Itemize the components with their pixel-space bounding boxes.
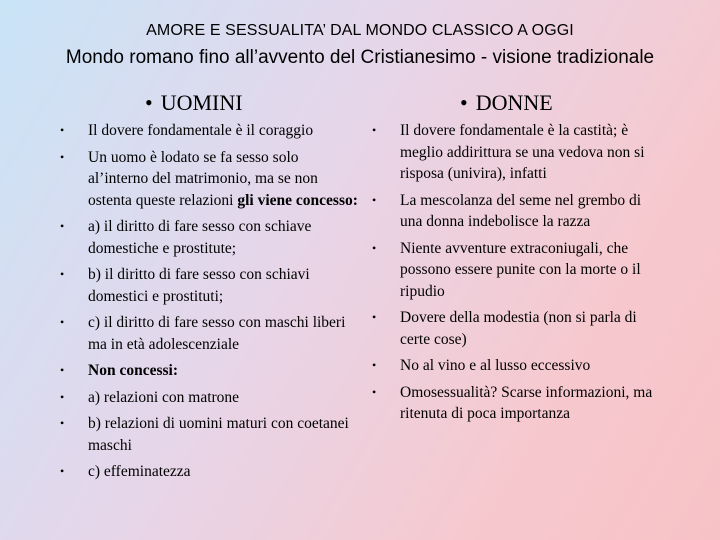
bullet-icon: • [60, 416, 65, 430]
bullet-icon: • [60, 315, 65, 329]
list-item [60, 264, 358, 307]
bullet-icon: • [460, 90, 468, 115]
bullet-icon: • [60, 219, 65, 233]
list-donne [372, 120, 665, 430]
list-uomini [60, 120, 358, 488]
list-item [372, 307, 665, 350]
item-text: No al vino e al lusso eccessivo [400, 357, 591, 374]
list-item [60, 147, 358, 212]
item-text: b) relazioni di uomini maturi con coetanei maschi [88, 415, 349, 454]
bullet-icon: • [60, 464, 65, 478]
list-item [372, 190, 665, 233]
list-item [60, 360, 358, 382]
bullet-icon: • [60, 363, 65, 377]
item-bold-text: gli viene concesso: [237, 191, 358, 209]
bullet-icon: • [60, 123, 65, 137]
list-item [372, 120, 665, 185]
item-text: Un uomo è lodato se fa sesso solo al’interno del matrimonio, ma se non ostenta queste relazioni [88, 148, 318, 209]
bullet-icon: • [60, 267, 65, 281]
item-text: Il dovere fondamentale è la castità; è meglio addirittura se una vedova non si risposa (univira), infatti [400, 122, 645, 182]
item-text: a) il diritto di fare sesso con schiave domestiche e prostitute; [88, 218, 312, 257]
bullet-icon: • [372, 310, 377, 324]
slide-subtitle: Mondo romano fino all’avvento del Cristianesimo - visione tradizionale [65, 47, 655, 68]
list-item [372, 382, 665, 425]
list-item [60, 120, 358, 142]
item-text: Niente avventure extraconiugali, che possono essere punite con la morte o il ripudio [400, 239, 641, 300]
item-text: Dovere della modestia (non si parla di certe cose) [400, 309, 637, 348]
item-text: b) il diritto di fare sesso con schiavi domestici e prostituti; [88, 266, 310, 305]
slide-title: AMORE E SESSUALITA’ DAL MONDO CLASSICO A OGGI [146, 22, 574, 39]
item-text: c) effeminatezza [88, 463, 191, 480]
list-item [372, 355, 665, 377]
bullet-icon: • [372, 192, 377, 207]
item-text: La mescolanza del seme nel grembo di una donna indebolisce la razza [400, 191, 642, 230]
bullet-icon: • [372, 384, 377, 399]
column-heading-donne [460, 90, 553, 116]
bullet-icon: • [372, 123, 377, 137]
heading-text: DONNE [475, 90, 553, 115]
list-item [60, 216, 358, 259]
bullet-icon: • [372, 240, 377, 255]
list-item [60, 413, 358, 456]
bullet-icon: • [60, 389, 65, 404]
item-bold-text: Non concessi: [88, 362, 178, 379]
list-item [60, 387, 358, 409]
heading-text: UOMINI [160, 90, 243, 115]
item-text: c) il diritto di fare sesso con maschi liberi ma in età adolescenziale [88, 314, 346, 353]
list-item [60, 312, 358, 355]
item-text: Omosessualità? Scarse informazioni, ma ritenuta di poca importanza [400, 383, 653, 422]
bullet-icon: • [60, 149, 65, 164]
bullet-icon: • [145, 90, 153, 115]
item-text: Il dovere fondamentale è il coraggio [88, 122, 314, 139]
list-item [60, 461, 358, 483]
column-heading-uomini [145, 90, 243, 116]
bullet-icon: • [372, 358, 377, 372]
item-text: a) relazioni con matrone [88, 388, 240, 406]
list-item [372, 238, 665, 303]
